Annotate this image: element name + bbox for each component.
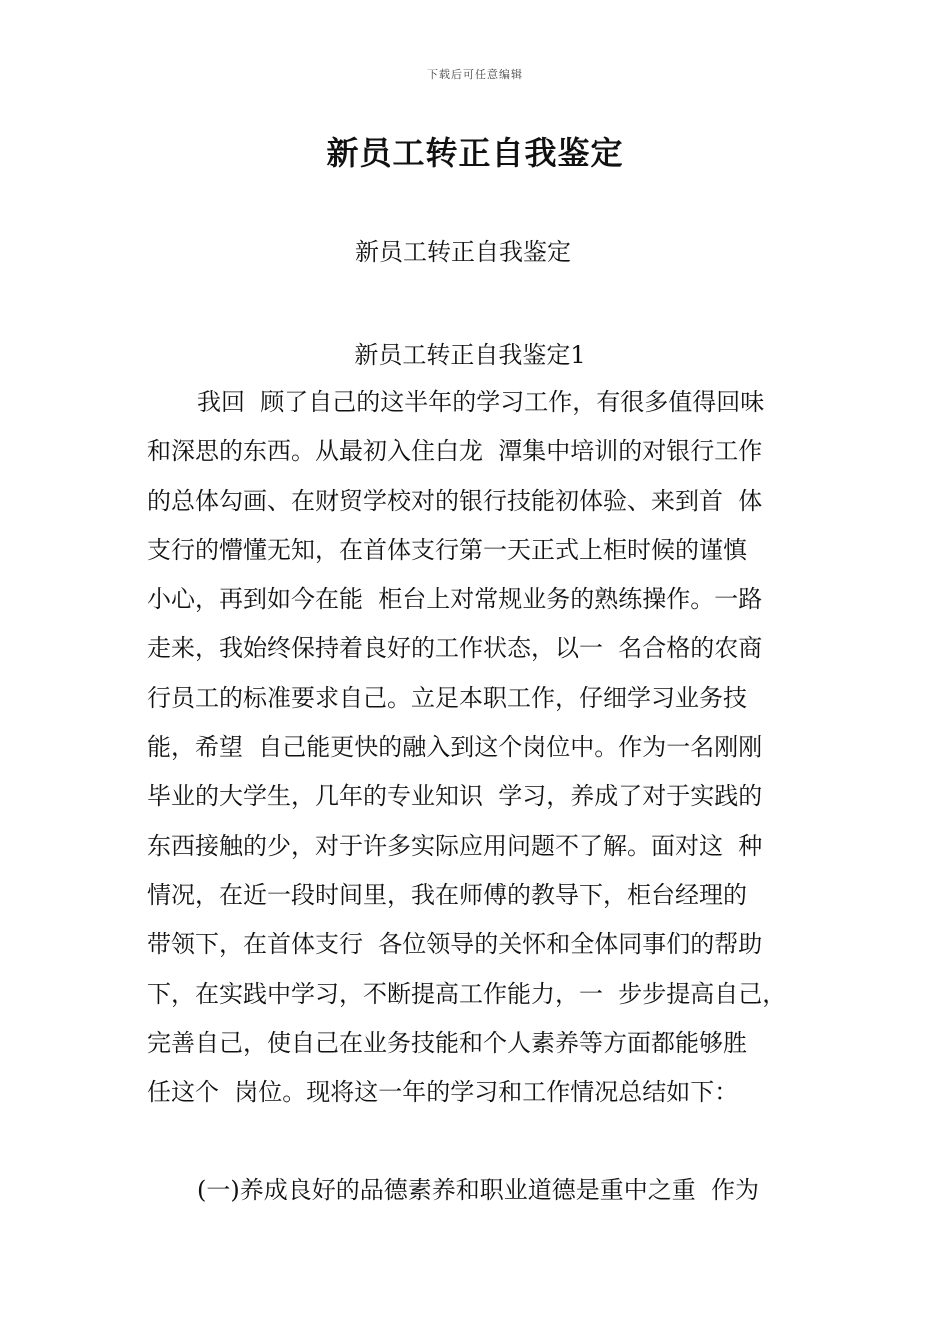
paragraph-line: 我回 顾了自己的这半年的学习工作，有很多值得回味 [197,388,765,416]
section-title: 新员工转正自我鉴定1 [354,341,586,369]
paragraph-line: 小心，再到如今在能 柜台上对常规业务的熟练操作。一路 [147,585,763,614]
document-subtitle: 新员工转正自我鉴定 [355,238,571,266]
paragraph-line: 任这个 岗位。现将这一年的学习和工作情况总结如下： [147,1078,739,1107]
paragraph-line: 行员工的标准要求自己。立足本职工作，仔细学习业务技 [147,683,747,712]
paragraph-line: 毕业的大学生，几年的专业知识 学习，养成了对于实践的 [147,782,763,811]
paragraph-line: 东西接触的少，对于许多实际应用问题不了解。面对这 种 [147,831,763,860]
section-heading: (一)养成良好的品德素养和职业道德是重中之重 作为 [197,1176,759,1204]
paragraph-line: 情况，在近一段时间里，我在师傅的教导下，柜台经理的 [147,880,747,909]
paragraph-line: 走来，我始终保持着良好的工作状态，以一 名合格的农商 [147,634,763,663]
paragraph-line: 下，在实践中学习，不断提高工作能力，一 步步提高自己， [147,979,787,1008]
paragraph-line: 支行的懵懂无知，在首体支行第一天正式上柜时候的谨慎 [147,535,747,564]
paragraph-line: 的总体勾画、在财贸学校对的银行技能初体验、来到首 体 [147,486,763,515]
paragraph-line: 能，希望 自己能更快的融入到这个岗位中。作为一名刚刚 [147,733,763,762]
page-title: 新员工转正自我鉴定 [326,134,624,172]
body-paragraph [147,378,827,1117]
paragraph-line: 带领下，在首体支行 各位领导的关怀和全体同事们的帮助 [147,930,763,959]
header-note: 下载后可任意编辑 [427,68,523,81]
paragraph-line: 和深思的东西。从最初入住白龙 潭集中培训的对银行工作 [147,437,763,466]
paragraph-line: 完善自己，使自己在业务技能和个人素养等方面都能够胜 [147,1028,747,1057]
